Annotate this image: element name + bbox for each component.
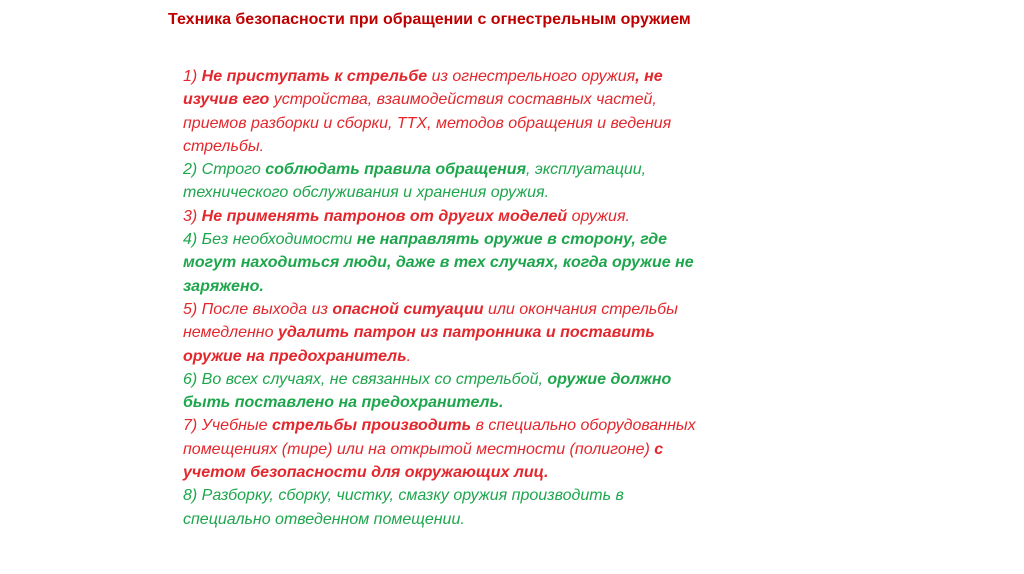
text-segment: заряжено. (183, 277, 264, 295)
text-segment: учетом безопасности для окружающих лиц. (183, 464, 549, 482)
text-line (183, 368, 743, 391)
text-line (183, 345, 743, 368)
text-segment: в специально оборудованных (471, 417, 696, 435)
text-line (183, 112, 743, 135)
text-segment: удалить патрон из патронника и поставить (277, 324, 655, 342)
text-segment: не направлять оружие в сторону, где (356, 231, 668, 249)
text-segment: стрельбы. (183, 137, 265, 155)
text-line (183, 391, 743, 414)
text-segment: опасной ситуации (332, 300, 484, 318)
text-line (183, 298, 743, 321)
text-segment: немедленно (183, 324, 278, 342)
text-line (183, 461, 743, 484)
text-line (183, 158, 743, 181)
text-segment: 1) (183, 68, 202, 85)
text-segment: оружие должно (547, 370, 672, 388)
slide-title: Техника безопасности при обращении с огнестрельным оружием (168, 11, 691, 28)
text-segment: оружия. (567, 207, 630, 225)
text-line (183, 88, 743, 111)
text-segment: Не применять патронов от других моделей (201, 207, 568, 225)
text-line (183, 65, 743, 88)
text-segment: оружие на предохранитель (183, 347, 407, 365)
text-segment: 2) Строго (183, 161, 266, 179)
text-segment: с (654, 440, 664, 458)
text-line (183, 205, 743, 228)
text-segment: 4) Без необходимости (183, 231, 357, 249)
text-segment: или окончания стрельбы (483, 300, 678, 318)
text-segment: технического обслуживания и хранения оружия. (183, 184, 550, 202)
text-segment: помещениях (тире) или на открытой местности (полигоне) (183, 440, 655, 458)
text-line (183, 275, 743, 298)
text-line (183, 438, 743, 461)
text-segment: 8) Разборку, сборку, чистку, смазку оружия производить в (183, 487, 624, 505)
text-line (183, 414, 743, 437)
rules-text (183, 65, 743, 531)
text-line (183, 508, 743, 531)
text-segment: 3) (183, 207, 202, 225)
text-segment: быть поставлено на предохранитель. (183, 394, 504, 412)
text-segment: специально отведенном помещении. (183, 510, 465, 528)
text-line (183, 135, 743, 158)
text-segment: могут находиться люди, даже в тех случаях, когда оружие не (183, 254, 694, 272)
text-segment: из огнестрельного оружия (427, 68, 636, 85)
text-segment: соблюдать правила обращения (265, 161, 526, 179)
text-segment: стрельбы производить (272, 417, 472, 435)
text-segment: изучив его (183, 91, 270, 109)
text-line (183, 251, 743, 274)
text-segment: , эксплуатации, (526, 161, 647, 179)
text-segment: приемов разборки и сборки, ТТХ, методов обращения и ведения (183, 114, 672, 132)
text-segment: Не приступать к стрельбе (201, 68, 428, 85)
text-segment: 7) Учебные (183, 417, 272, 435)
text-line (183, 484, 743, 507)
text-line (183, 181, 743, 204)
text-line (183, 321, 743, 344)
text-segment: . (406, 347, 412, 365)
text-segment: , не (635, 68, 663, 85)
text-segment: устройства, взаимодействия составных частей, (269, 91, 657, 109)
text-segment: 6) Во всех случаях, не связанных со стрельбой, (183, 370, 548, 388)
text-line (183, 228, 743, 251)
text-segment: 5) После выхода из (183, 300, 333, 318)
